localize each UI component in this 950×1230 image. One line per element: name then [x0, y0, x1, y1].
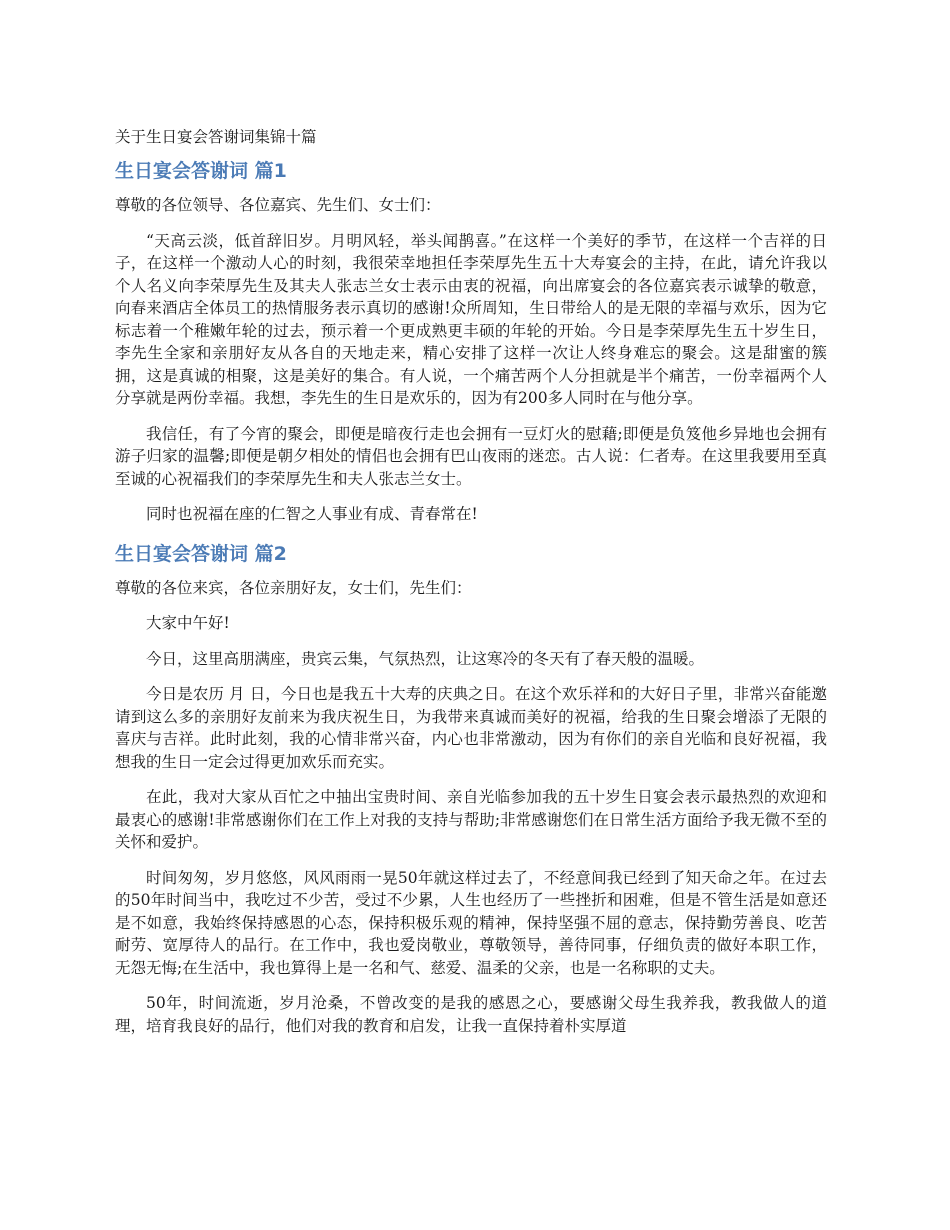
section-heading-2: 生日宴会答谢词 篇2: [115, 542, 287, 565]
paragraph: 今日，这里高朋满座，贵宾云集，气氛热烈，让这寒冷的冬天有了春天般的温暖。: [146, 649, 705, 668]
section-heading-1: 生日宴会答谢词 篇1: [115, 160, 287, 182]
paragraph: 我信任，有了今宵的聚会，即便是暗夜行走也会拥有一豆灯火的慰藉;即便是负笈他乡异地也会拥有游子归家的温馨;即便是朝夕相处的情侣也会拥有巴山夜雨的迷恋。古人说：仁者寿。在这里我要用至真至诚的心祝福我们的李荣厚先生和夫人张志兰女士。: [115, 424, 827, 488]
paragraph: 今日是农历 月 日，今日也是我五十大寿的庆典之日。在这个欢乐祥和的大好日子里，非常兴奋能邀请到这么多的亲朋好友前来为我庆祝生日，为我带来真诚而美好的祝福，给我的生日聚会增添了无限的喜庆与吉祥。此时此刻，我的心情非常兴奋，内心也非常激动，因为有你们的亲自光临和良好祝福，我想我的生日一定会过得更加欢乐而充实。: [115, 685, 827, 771]
paragraph: 同时也祝福在座的仁智之人事业有成、青春常在!: [146, 505, 478, 523]
paragraph: 时间匆匆，岁月悠悠，风风雨雨一晃50年就这样过去了，不经意间我已经到了知天命之年。在过去的50年时间当中，我吃过不少苦，受过不少累，人生也经历了一些挫折和困难，但是不管生活是如意还是不如意，我始终保持感恩的心态，保持积极乐观的精神，保持坚强不屈的意志，保持勤劳善良、吃苦耐劳、宽厚待人的品行。在工作中，我也爱岗敬业，尊敬领导，善待同事，仔细负责的做好本职工作，无怨无悔;在生活中，我也算得上是一名和气、慈爱、温柔的父亲，也是一名称职的丈夫。: [115, 868, 827, 977]
document-title: 关于生日宴会答谢词集锦十篇: [115, 128, 317, 146]
document-page: [115, 124, 827, 1050]
salutation-1: 尊敬的各位领导、各位嘉宾、先生们、女士们：: [115, 196, 441, 214]
paragraph: “天高云淡，低首辞旧岁。月明风轻，举头闻鹊喜。”在这样一个美好的季节，在这样一个吉祥的日子，在这样一个激动人心的时刻，我很荣幸地担任李荣厚先生五十大寿宴会的主持，在此，请允许我以个人名义向李荣厚先生及其夫人张志兰女士表示由衷的祝福，向出席宴会的各位嘉宾表示诚挚的敬意，向春来酒店全体员工的热情服务表示真切的感谢!众所周知，生日带给人的是无限的幸福与欢乐，因为它标志着一个稚嫩年轮的过去，预示着一个更成熟更丰硕的年轮的开始。今日是李荣厚先生五十岁生日，李先生全家和亲朋好友从各自的天地走来，精心安排了这样一次让人终身难忘的聚会。这是甜蜜的簇拥，这是真诚的相聚，这是美好的集合。有人说，一个痛苦两个人分担就是半个痛苦，一份幸福两个人分享就是两份幸福。我想，李先生的生日是欢乐的，因为有200多人同时在与他分享。: [115, 231, 827, 407]
paragraph: 50年，时间流逝，岁月沧桑，不曾改变的是我的感恩之心，要感谢父母生我养我，教我做人的道理，培育我良好的品行，他们对我的教育和启发，让我一直保持着朴实厚道: [115, 994, 827, 1035]
paragraph: 大家中午好!: [146, 614, 230, 632]
section-1: [115, 156, 827, 526]
section-2: [115, 539, 827, 1038]
paragraph: 在此，我对大家从百忙之中抽出宝贵时间、亲自光临参加我的五十岁生日宴会表示最热烈的欢迎和最衷心的感谢!非常感谢你们在工作上对我的支持与帮助;非常感谢您们在日常生活方面给予我无微不至的关怀和爱护。: [115, 788, 827, 851]
salutation-2: 尊敬的各位来宾，各位亲朋好友，女士们，先生们：: [115, 578, 472, 597]
